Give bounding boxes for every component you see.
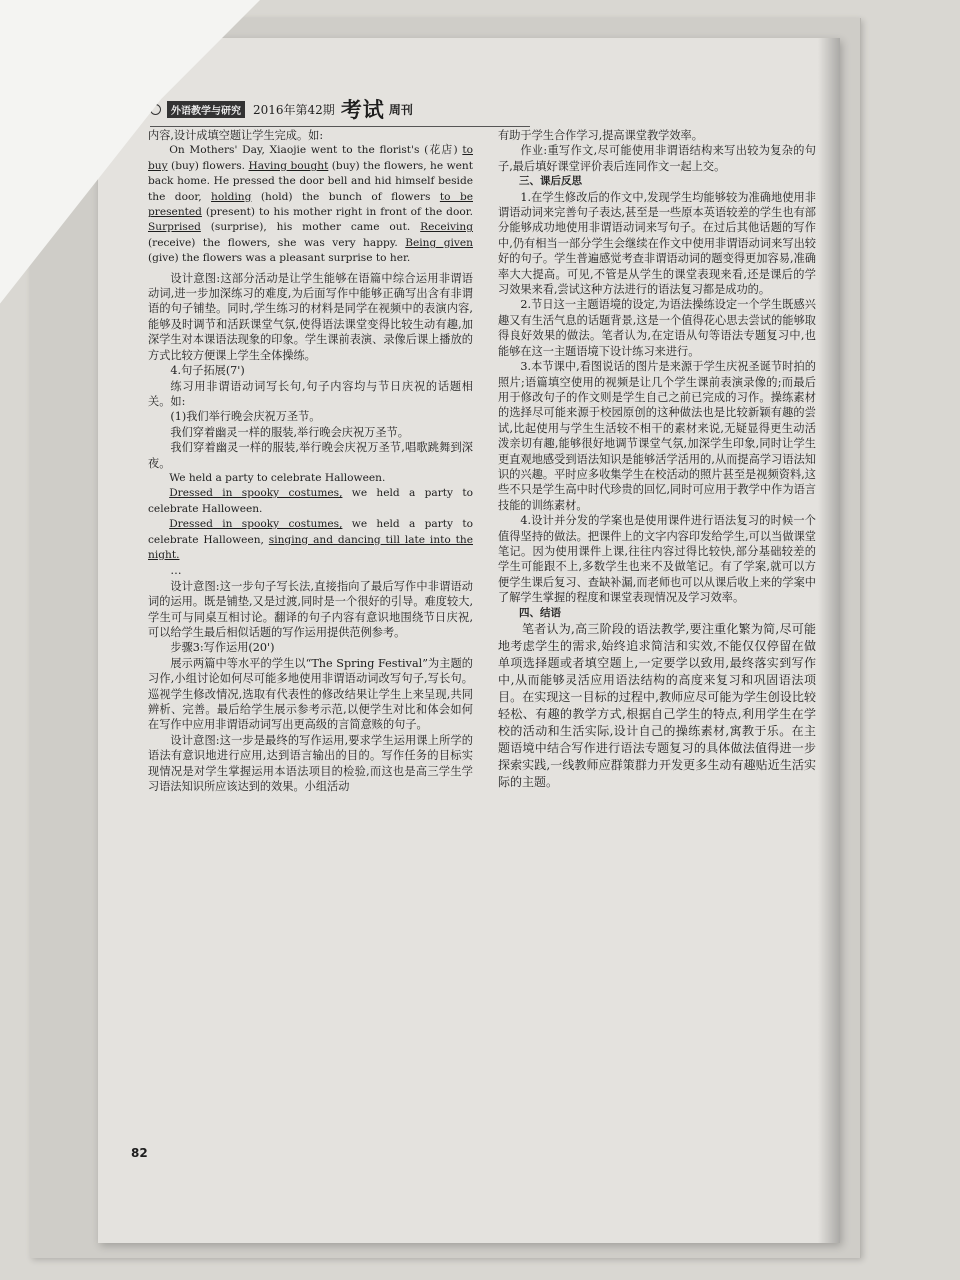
example-sentence: 我们穿着幽灵一样的服装,举行晚会庆祝万圣节,唱歌跳舞到深夜。 bbox=[148, 441, 473, 470]
homework-paragraph: 作业:重写作文,尽可能使用非谓语结构来写出较为复杂的句子,最后填好课堂评价表后连同作文一起上交。 bbox=[498, 144, 816, 173]
issue-label: 2016年第42期 bbox=[253, 102, 335, 117]
ellipsis: … bbox=[170, 564, 182, 578]
conclusion-paragraph: 笔者认为,高三阶段的语法教学,要注重化繁为简,尽可能地考虑学生的需求,始终追求简洁和实效,不能仅仅停留在做单项选择题或者填空题上,一定要学以致用,最终落实到写作中,从而能够灵活应用语法结构的高度来复习和巩固语法项目。在实现这一目标的过程中,教师应尽可能为学生创设比较轻松、有趣的教学方式,根据自己学生的特点,利用学生在学校的活动和生活实际,设计自己的操练素材,寓教于乐。在主题语境中结合写作进行语法专题复习的具体做法值得进一步探索实践,一线教师应群策群力开发更多生动有趣贴近生活实际的主题。 bbox=[498, 622, 816, 789]
design-intent-paragraph: 设计意图:这一步句子写长法,直接指向了最后写作中非谓语动词的运用。既是铺垫,又是过渡,同时是一个很好的引导。难度较大,学生可与同桌互相讨论。翻译的句子内容有意识地围绕节日庆祝,可以给学生最后相似话题的写作运用提供范例参考。 bbox=[148, 579, 473, 639]
reflection-paragraph: 4.设计并分发的学案也是使用课件进行语法复习的时候一个值得坚持的做法。把课件上的文字内容印发给学生,可以当做课堂笔记。因为使用课件上课,往往内容过得比较快,部分基础较差的学生可能跟不上,多数学生也来不及做笔记。有了学案,就可以方便学生课后复习、查缺补漏,而老师也可以从课后收上来的学案中了解学生掌握的程度和课堂表现情况及学习效率。 bbox=[498, 514, 816, 605]
section-heading: 4.句子拓展(7') bbox=[170, 364, 245, 378]
paragraph: 内容,设计成填空题让学生完成。如: bbox=[148, 129, 324, 142]
example-sentence: 我们穿着幽灵一样的服装,举行晚会庆祝万圣节。 bbox=[170, 425, 409, 439]
english-sentence: Dressed in spooky costumes, we held a party to celebrate Halloween. bbox=[148, 487, 473, 515]
journal-kind: 周刊 bbox=[388, 102, 413, 117]
exercise-passage: On Mothers' Day, Xiaojie went to the florist's (花店) to buy (buy) flowers. Having bought (buy) the flowers, he went back home. He pressed the door bell and hid himself beside the door, holding (hold) the bunch of flowers to be presented (present) to his mother right in front of the door. Surprised (surprise), his mother came out. Receiving (receive) the flowers, she was very happy. Being given (give) the flowers was a pleasant surprise to her. bbox=[148, 144, 473, 265]
journal-page bbox=[98, 38, 840, 1243]
section-heading: 四、结语 bbox=[519, 606, 561, 619]
column-name: 外语教学与研究 bbox=[167, 101, 245, 118]
english-sentence: Dressed in spooky costumes, we held a party to celebrate Halloween, singing and dancing till late into the night. bbox=[148, 518, 473, 561]
answer-blank: Receiving bbox=[420, 221, 473, 234]
answer-blank: Having bought bbox=[248, 159, 329, 172]
reflection-paragraph: 3.本节课中,看图说话的图片是来源于学生庆祝圣诞节时拍的照片;语篇填空使用的视频是让几个学生课前表演录像的;而最后用于修改句子的作文则是学生自己之前已完成的习作。操练素材的选择尽可能来源于校园原创的这种做法也是比较新颖有趣的尝试,比起使用与学生生活较不相干的素材来说,无疑显得更生动活泼亲切有趣,能够很好地调节课堂气氛,加深学生印象,同时让学生更直观地感受到语法知识是能够活学活用的,从而提高学习语法知识的兴趣。平时应多收集学生在校活动的照片甚至是视频资料,这些不只是学生高中时代珍贵的回忆,同时可应用于教学中作为语言技能的训练素材。 bbox=[498, 360, 816, 512]
reflection-paragraph: 2.节日这一主题语境的设定,为语法操练设定一个学生既感兴趣又有生活气息的话题背景,这是一个值得花心思去尝试的能够取得良好效果的做法。笔者认为,在定语从句等语法专题复习中,也能够在这一主题语境下设计练习来进行。 bbox=[498, 298, 816, 358]
english-sentence: We held a party to celebrate Halloween. bbox=[169, 471, 386, 484]
answer-blank: Being given bbox=[405, 236, 473, 249]
page-number: 82 bbox=[131, 1146, 148, 1160]
reflection-paragraph: 1.在学生修改后的作文中,发现学生均能够较为准确地使用非谓语动词来完善句子表达,甚至是一些原本英语较差的学生也有部分能够成功地使用非谓语动词来写句子。在过后其他话题的写作中,仍有相当一部分学生会继续在作文中使用非谓语动词来写出较好的句子。学生普遍感觉考查非谓语动词的题变得更加容易,准确率大大提高。可见,不管是从学生的课堂表现来看,还是课后的学习效果来看,尝试这种方法进行的语法复习都是成功的。 bbox=[498, 190, 816, 297]
answer-blank: to buy bbox=[148, 144, 473, 172]
paragraph: 练习用非谓语动词写长句,句子内容均与节日庆祝的话题相关。如: bbox=[148, 379, 473, 408]
left-column bbox=[148, 128, 473, 794]
section-heading: 三、课后反思 bbox=[519, 175, 582, 188]
journal-brand: 考试 bbox=[340, 98, 385, 122]
design-intent-paragraph: 设计意图:这一步是最终的写作运用,要求学生运用课上所学的语法有意识地进行应用,达到语言输出的目的。写作任务的目标实现情况是对学生掌握运用本语法项目的检验,而这也是高三学生学习语法知识所应该达到的效果。小组活动 bbox=[148, 733, 473, 794]
step-heading: 步骤3:写作运用(20') bbox=[170, 641, 275, 655]
paragraph: 展示两篇中等水平的学生以“The Spring Festival”为主题的习作,小组讨论如何尽可能多地使用非谓语动词改写句子,写长句。巡视学生修改情况,选取有代表性的修改结果让学生上来呈现,共同辨析、完善。最后给学生展示参考示范,以便学生对比和体会如何在写作中应用非谓语动词写出更高级的言简意赅的句子。 bbox=[148, 656, 473, 732]
example-sentence: (1)我们举行晚会庆祝万圣节。 bbox=[170, 410, 321, 424]
paragraph: 有助于学生合作学习,提高课堂教学效率。 bbox=[498, 129, 703, 142]
running-header bbox=[150, 92, 530, 127]
right-column bbox=[498, 128, 816, 791]
answer-blank: to be presented bbox=[148, 190, 473, 219]
answer-blank: holding bbox=[211, 190, 252, 203]
answer-blank: Surprised bbox=[148, 221, 201, 234]
design-intent-paragraph: 设计意图:这部分活动是让学生能够在语篇中综合运用非谓语动词,进一步加深练习的难度,为后面写作中能够正确写出含有非谓语的句子铺垫。同时,学生练习的材料是同学在视频中的表演内容,能够及时调节和活跃课堂气氛,使得语法课堂变得比较生动有趣,加深学生对本课语法现象的印象。学生课前表演、录像后课上播放的方式比较方便课上学生全体操练。 bbox=[148, 271, 473, 362]
